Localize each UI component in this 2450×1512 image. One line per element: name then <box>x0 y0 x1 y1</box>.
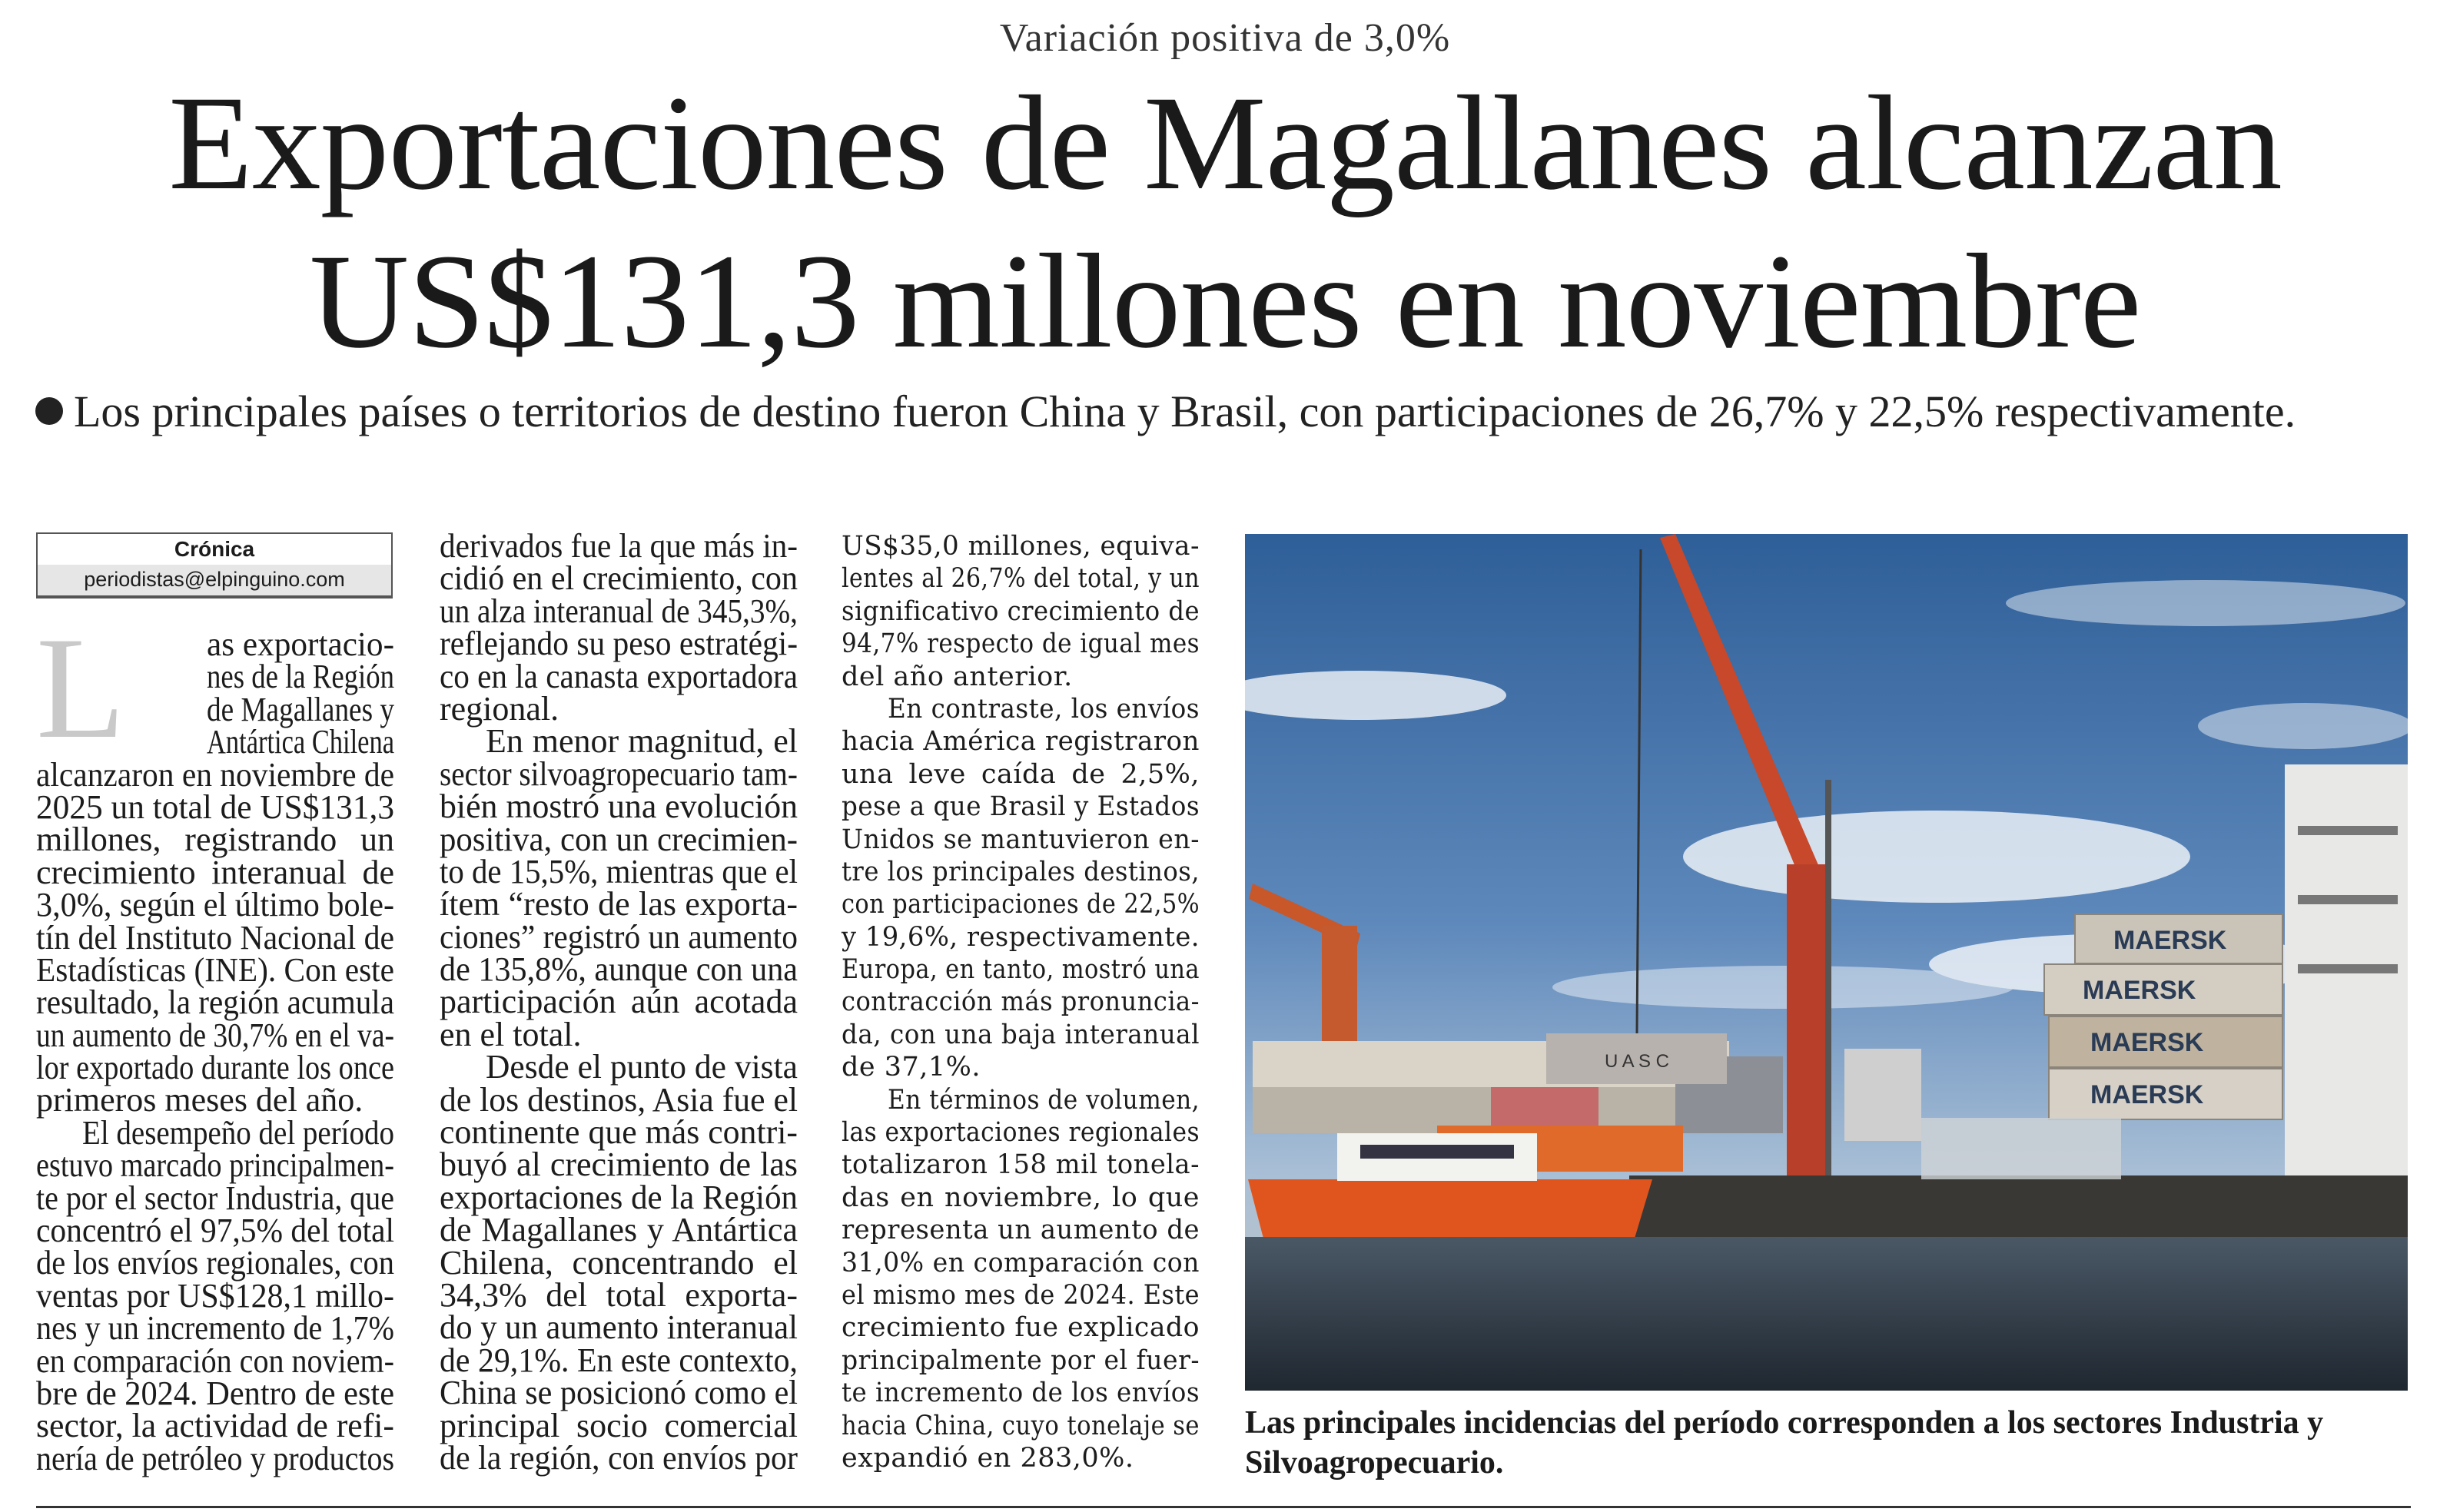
headline-line-2: US$131,3 millones en noviembre <box>309 227 2141 376</box>
article-line <box>36 1212 394 1250</box>
article-line <box>36 755 394 794</box>
byline-email[interactable]: periodistas@elpinguino.com <box>38 565 391 595</box>
article-line-text: Unidos se mantuvieron en- <box>842 824 1200 855</box>
article-line <box>36 1049 394 1087</box>
article-column-2 <box>440 527 798 1477</box>
article-line <box>440 625 798 663</box>
article-line-text: 34,3% del total exporta- <box>440 1275 798 1314</box>
article-line <box>440 1275 798 1314</box>
article-line-text: regional. <box>440 689 559 728</box>
article-line-text: Estadísticas (INE). Con este <box>36 950 394 989</box>
article-line <box>36 1081 394 1119</box>
article-line-text: bre de 2024. Dentro de este <box>36 1374 394 1412</box>
article-line <box>36 950 394 989</box>
article-line-text: de Magallanes y Antártica <box>440 1211 798 1249</box>
article-line-text: derivados fue la que más in- <box>440 527 798 565</box>
article-line-text: principalmente por el fuer- <box>842 1345 1200 1376</box>
article-line <box>842 1214 1200 1246</box>
article-line <box>842 953 1200 986</box>
article-line <box>36 658 394 696</box>
article-line <box>440 527 798 565</box>
article-line-text: las exportaciones regionales <box>842 1117 1200 1149</box>
article-line <box>440 1243 798 1282</box>
article-line-text: con participaciones de 22,5% <box>842 889 1200 920</box>
article-line <box>440 1015 798 1053</box>
article-line-text: En menor magnitud, el <box>486 722 798 761</box>
article-line-text: resultado, la región acumula <box>36 983 394 1022</box>
article-line <box>440 722 798 761</box>
article-line-text: estuvo marcado principalmen- <box>36 1146 394 1185</box>
byline-section: Crónica <box>38 534 391 565</box>
article-line-text: te por el sector Industria, que <box>36 1179 394 1217</box>
article-line <box>36 1407 394 1445</box>
article-line <box>36 1244 394 1282</box>
article-line-text: do y un aumento interanual <box>440 1308 798 1347</box>
article-line-text: sector silvoagropecuario tam- <box>440 754 798 793</box>
article-line <box>440 917 798 956</box>
article-line <box>842 856 1200 888</box>
article-line-text: ítem “resto de las exporta- <box>440 885 798 923</box>
article-line-text: nes y un incremento de 1,7% <box>36 1309 394 1348</box>
article-line-text: millones, registrando un <box>36 821 394 859</box>
article-line-text: hacia América registraron <box>842 726 1200 758</box>
article-line <box>842 562 1200 595</box>
article-line <box>440 1211 798 1249</box>
article-line <box>842 1149 1200 1181</box>
article-line-text: as exportacio- <box>207 625 394 663</box>
article-line <box>842 628 1200 660</box>
article-line-text: de 29,1%. En este contexto, <box>440 1341 798 1379</box>
article-line-text: reflejando su peso estratégi- <box>440 625 798 663</box>
article-line <box>36 1439 394 1477</box>
water <box>1245 1237 2408 1391</box>
container-label: MAERSK <box>2113 926 2227 955</box>
article-line-text: lentes al 26,7% del total, y un <box>842 563 1200 595</box>
article-line-text: representa un aumento de <box>842 1215 1200 1246</box>
article-line-text: buyó al crecimiento de las <box>440 1146 798 1184</box>
container-label: MAERSK <box>2090 1028 2204 1057</box>
article-line <box>440 852 798 890</box>
article-line <box>842 1084 1200 1116</box>
deck-text: Los principales países o territorios de destino fueron China y Brasil, con participaciones de 26,7% y 22,5% respectivamente. <box>74 386 2296 436</box>
article-line-text: totalizaron 158 mil tonela- <box>842 1149 1200 1181</box>
article-line <box>842 1247 1200 1279</box>
article-line <box>842 1019 1200 1051</box>
article-line-text: nería de petróleo y productos <box>36 1439 394 1477</box>
article-line-text: positiva, con un crecimien- <box>440 820 798 858</box>
article-line-text: nes de la Región <box>207 658 394 696</box>
article-line-text: te incremento de los envíos <box>842 1378 1200 1409</box>
port-photo <box>1245 534 2408 1391</box>
maersk-containers <box>2044 914 2282 1119</box>
article-line <box>36 1016 394 1054</box>
article-line-text: ciones” registró un aumento <box>440 917 798 956</box>
article-line-text: exportaciones de la Región <box>440 1178 798 1216</box>
article-line <box>36 1309 394 1348</box>
article-line-text: en comparación con noviem- <box>36 1341 394 1380</box>
article-line-text: significativo crecimiento de <box>842 595 1200 627</box>
article-line <box>36 821 394 859</box>
article-line <box>36 690 394 728</box>
article-line-text: co en la canasta exportadora <box>440 657 798 695</box>
article-line-text: en el total. <box>440 1015 582 1053</box>
article-line-text: y 19,6%, respectivamente. <box>842 921 1200 953</box>
drop-cap: L <box>36 608 126 769</box>
article-line <box>36 625 394 663</box>
article-line <box>842 1345 1200 1377</box>
article-line <box>842 1410 1200 1442</box>
article-line <box>842 595 1200 628</box>
article-line-text: concentró el 97,5% del total <box>36 1212 394 1250</box>
article-line <box>36 1276 394 1315</box>
article-line <box>36 918 394 957</box>
article-line <box>36 886 394 924</box>
article-line <box>842 1311 1200 1344</box>
headline-line-1: Exportaciones de Magallanes alcanzan <box>168 68 2282 218</box>
article-line-text: participación aún acotada <box>440 983 798 1021</box>
article-line-text: crecimiento fue explicado <box>842 1312 1200 1344</box>
deck <box>35 386 2418 438</box>
article-line <box>842 530 1200 562</box>
hanging-container <box>1546 1033 1727 1084</box>
article-line <box>440 885 798 923</box>
article-line <box>440 592 798 630</box>
article-line-text: de Magallanes y <box>207 690 394 728</box>
article-line-text: to de 15,5%, mientras que el <box>440 852 798 890</box>
article-line-text: 94,7% respecto de igual mes <box>842 628 1200 660</box>
article-line-text: pese a que Brasil y Estados <box>842 791 1200 823</box>
kicker: Variación positiva de 3,0% <box>999 16 1451 60</box>
container-label: MAERSK <box>2083 976 2196 1005</box>
article-line-text: de 135,8%, aunque con una <box>440 950 798 989</box>
article-line <box>842 1051 1200 1083</box>
article-line <box>842 758 1200 791</box>
article-line <box>440 1341 798 1379</box>
article-line <box>842 1279 1200 1311</box>
article-line-text: de los destinos, Asia fue el <box>440 1080 798 1119</box>
article-column-3 <box>842 530 1200 1474</box>
article-line <box>440 950 798 989</box>
article-line-text: da, con una baja interanual <box>842 1019 1200 1050</box>
article-line-text: das en noviembre, lo que <box>842 1182 1200 1213</box>
article-line-text: El desempeño del período <box>82 1113 394 1152</box>
article-line-text: En contraste, los envíos <box>888 693 1200 724</box>
article-line-text: contracción más pronuncia- <box>842 986 1200 1018</box>
article-line <box>440 689 798 728</box>
article-line <box>440 657 798 695</box>
byline-box <box>36 532 393 598</box>
article-line-text: sector, la actividad de refi- <box>36 1407 394 1445</box>
article-line-text: el mismo mes de 2024. Este <box>842 1279 1200 1311</box>
article-line <box>440 1048 798 1086</box>
article-line-text: un alza interanual de 345,3%, <box>440 592 798 630</box>
article-line-text: lor exportado durante los once <box>36 1049 394 1087</box>
article-line <box>440 1438 798 1477</box>
bullet-icon <box>35 397 63 425</box>
article-line <box>842 791 1200 823</box>
container-label: MAERSK <box>2090 1080 2204 1109</box>
article-line-text: del año anterior. <box>842 661 1073 692</box>
article-line <box>36 983 394 1022</box>
article-line <box>36 1374 394 1412</box>
article-line <box>842 1116 1200 1149</box>
article-column-1 <box>36 625 394 1477</box>
article-line-text: un aumento de 30,7% en el va- <box>36 1016 394 1054</box>
article-line-text: cidió en el crecimiento, con <box>440 559 798 598</box>
article-line <box>36 1146 394 1185</box>
article-line <box>36 853 394 891</box>
article-line <box>36 788 394 826</box>
headline <box>0 65 2450 381</box>
article-line-text: alcanzaron en noviembre de <box>36 755 394 794</box>
article-line-text: Desde el punto de vista <box>486 1048 798 1086</box>
article-line-text: Chilena, concentrando el <box>440 1243 798 1282</box>
article-line <box>440 820 798 858</box>
article-line <box>440 788 798 826</box>
dock-structure <box>1921 1118 2121 1179</box>
article-line <box>440 1080 798 1119</box>
article-line-text: 31,0% en comparación con <box>842 1247 1200 1278</box>
article-line-text: Europa, en tanto, mostró una <box>842 954 1200 986</box>
article-line <box>842 725 1200 758</box>
article-line <box>440 754 798 793</box>
article-line <box>842 693 1200 725</box>
article-line <box>36 723 394 761</box>
photo-caption: Las principales incidencias del período corresponden a los sectores Industria y Silvoagropecuario. <box>1245 1405 2324 1480</box>
article-line <box>842 1442 1200 1474</box>
dock <box>1629 1175 2408 1237</box>
article-line-text: bién mostró una evolución <box>440 788 798 826</box>
article-line <box>440 1178 798 1216</box>
article-line-text: de la región, con envíos por <box>440 1438 798 1477</box>
article-line <box>842 921 1200 953</box>
article-line <box>440 1374 798 1412</box>
article-line <box>842 986 1200 1018</box>
article-line <box>440 1308 798 1347</box>
article-line-text: hacia China, cuyo tonelaje se <box>842 1410 1200 1441</box>
article-line <box>440 1113 798 1152</box>
article-line-text: tín del Instituto Nacional de <box>36 918 394 957</box>
article-line-text: US$35,0 millones, equiva- <box>842 531 1200 562</box>
article-line-text: de 37,1%. <box>842 1052 981 1083</box>
article-line <box>36 1179 394 1217</box>
article-line-text: China se posicionó como el <box>440 1374 798 1412</box>
article-line <box>36 1113 394 1152</box>
article-line-text: de los envíos regionales, con <box>36 1244 394 1282</box>
article-line-text: una leve caída de 2,5%, <box>842 758 1200 790</box>
article-line <box>440 1146 798 1184</box>
article-line-text: ventas por US$128,1 millo- <box>36 1276 394 1315</box>
article-line <box>842 824 1200 856</box>
article-line <box>440 983 798 1021</box>
article-line-text: crecimiento interanual de <box>36 853 394 891</box>
article-line-text: continente que más contri- <box>440 1113 798 1152</box>
article-line-text: expandió en 283,0%. <box>842 1442 1134 1474</box>
article-line <box>842 1377 1200 1409</box>
article-line <box>842 888 1200 920</box>
hanging-container-label: U A S C <box>1604 1051 1670 1072</box>
article-line-text: En términos de volumen, <box>888 1084 1200 1116</box>
article-line <box>36 1341 394 1380</box>
article-line-text: 2025 un total de US$131,3 <box>36 788 394 826</box>
article-line <box>440 1406 798 1444</box>
bottom-rule <box>36 1506 2411 1508</box>
article-line-text: tre los principales destinos, <box>842 856 1200 887</box>
article-line <box>842 661 1200 693</box>
article-line-text: 3,0%, según el último bole- <box>36 886 394 924</box>
article-line <box>440 559 798 598</box>
article-line <box>842 1182 1200 1214</box>
article-line-text: Antártica Chilena <box>207 723 394 761</box>
article-line-text: principal socio comercial <box>440 1406 798 1444</box>
article-line-text: primeros meses del año. <box>36 1081 364 1119</box>
